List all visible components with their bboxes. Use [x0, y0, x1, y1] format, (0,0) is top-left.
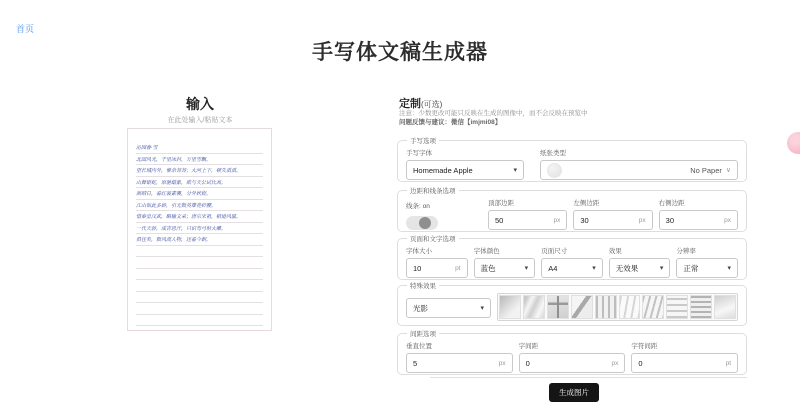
empty-rule-line [136, 280, 263, 292]
page-title: 手写体文稿生成器 [312, 41, 488, 64]
customize-optional-suffix: (可选) [421, 100, 443, 109]
select-arrow-icon: ▾ [513, 167, 517, 174]
paper-thumbnail-icon [547, 163, 562, 178]
char-spacing-label: 字符间距 [631, 343, 658, 350]
toggle-knob [419, 217, 431, 229]
note-line-2: 问题反馈与建议：微信【imjmi08】 [399, 118, 502, 126]
special-effect-select[interactable]: 光影 ▾ [406, 298, 491, 318]
word-spacing-input[interactable] [520, 359, 612, 368]
vertical-position-input[interactable] [407, 359, 499, 368]
vertical-position-field [406, 353, 513, 373]
window-frame-thumbnail[interactable] [547, 295, 569, 319]
right-margin-unit: px [724, 216, 731, 224]
paper-type-select[interactable]: No Paper ∨ [540, 160, 738, 180]
lines-toggle-label: 线条: on [406, 203, 430, 210]
window-shadow-thumbnail[interactable] [571, 295, 593, 319]
effect-thumbnail-strip [497, 293, 738, 321]
font-size-label: 字体大小 [406, 248, 432, 255]
light-beams-thumbnail[interactable] [523, 295, 545, 319]
paper-type-label: 纸张类型 [540, 150, 566, 157]
font-color-select[interactable]: 蓝色 ▾ [474, 258, 536, 278]
special-effects-fieldset [397, 281, 747, 326]
right-margin-input[interactable] [660, 216, 724, 225]
left-margin-input[interactable] [574, 216, 638, 225]
input-section-title: 输入 [186, 96, 214, 112]
left-margin-label: 左侧边距 [573, 200, 600, 207]
handwritten-text-line: 一代天骄，成吉思汗，只识弯弓射大雕。 [136, 223, 263, 235]
page-text-fieldset [397, 234, 747, 280]
paper-empty-rules [136, 246, 263, 332]
font-label: 手写字体 [406, 150, 432, 157]
customize-notes [399, 110, 729, 127]
top-margin-label: 顶部边距 [488, 200, 514, 207]
page-text-legend: 页面和文字选项 [410, 236, 456, 243]
handwritten-text-line: 须晴日，看红装素裹，分外妖娆。 [136, 188, 263, 200]
handwriting-options-fieldset [397, 136, 747, 182]
handwriting-font-select[interactable]: Homemade Apple ▾ [406, 160, 524, 180]
select-arrow-icon: ▾ [592, 265, 596, 272]
margins-lines-fieldset [397, 186, 747, 232]
right-margin-label: 右侧边距 [658, 200, 685, 207]
window-grid-light-thumbnail[interactable] [619, 295, 641, 319]
customize-section-title: 定制(可选) [399, 98, 443, 110]
empty-rule-line [136, 315, 263, 327]
resolution-label: 分辨率 [676, 248, 696, 255]
light-rays-thumbnail[interactable] [499, 295, 521, 319]
char-spacing-unit: pt [725, 359, 732, 367]
select-arrow-icon: ▾ [727, 265, 731, 272]
empty-rule-line [136, 303, 263, 315]
vertical-position-unit: px [498, 359, 506, 367]
spacing-options-fieldset [397, 329, 747, 375]
margins-lines-legend: 边距和线条选项 [410, 188, 456, 195]
window-grid-thumbnail[interactable] [595, 295, 617, 319]
input-hint-label: 在此处输入/粘贴文本 [167, 117, 233, 124]
handwritten-text-line: 山舞银蛇，原驰蜡象，欲与天公试比高。 [136, 177, 263, 189]
word-spacing-label: 字间距 [518, 343, 539, 350]
empty-rule-line [136, 326, 263, 331]
soft-light-thumbnail[interactable] [714, 295, 736, 319]
font-size-field [406, 258, 468, 278]
handwritten-text-line: 俱往矣，数风流人物，还看今朝。 [136, 234, 263, 246]
handwritten-text-line: 江山如此多娇，引无数英雄竞折腰。 [136, 200, 263, 212]
top-margin-field [488, 210, 567, 230]
handwritten-text-line: 惜秦皇汉武，略输文采；唐宗宋祖，稍逊风骚。 [136, 211, 263, 223]
char-spacing-field [631, 353, 738, 373]
handwritten-text-line: 沁园春·雪 [136, 142, 263, 154]
empty-rule-line [136, 246, 263, 258]
effect-label: 效果 [608, 248, 622, 255]
floating-feedback-button[interactable] [787, 132, 800, 154]
select-arrow-icon: ▾ [659, 265, 664, 272]
handwriting-options-legend: 手写选项 [410, 138, 436, 145]
word-spacing-unit: px [611, 359, 619, 367]
handwritten-text-line: 北国风光，千里冰封，万里雪飘。 [136, 154, 263, 166]
handwritten-text-line: 望长城内外，惟余莽莽；大河上下，顿失滔滔。 [136, 165, 263, 177]
resolution-select[interactable]: 正常 ▾ [676, 258, 738, 278]
empty-rule-line [136, 269, 263, 281]
special-effects-legend: 特殊效果 [410, 283, 436, 290]
page-size-label: 页面尺寸 [541, 248, 568, 255]
blinds-diagonal-thumbnail[interactable] [642, 295, 664, 319]
font-size-unit: pt [455, 264, 461, 272]
spacing-options-legend: 间距选项 [410, 331, 436, 338]
font-color-label: 字体颜色 [473, 248, 500, 255]
char-spacing-input[interactable] [632, 359, 725, 368]
top-margin-input[interactable] [489, 216, 553, 225]
chevron-down-icon: ∨ [725, 167, 731, 174]
left-margin-unit: px [638, 216, 646, 224]
effect-select[interactable]: 无效果 ▾ [609, 258, 671, 278]
font-size-input[interactable] [407, 264, 455, 273]
empty-rule-line [136, 257, 263, 269]
word-spacing-field [519, 353, 626, 373]
bottom-divider [430, 377, 747, 378]
text-input-paper-preview[interactable] [127, 128, 272, 331]
note-line-1: 注意：少数更改可能只反映在生成的图像中，而不会反映在预览中 [399, 110, 588, 117]
select-arrow-icon: ▾ [480, 305, 484, 312]
right-margin-field [659, 210, 738, 230]
vertical-position-label: 垂直位置 [406, 343, 432, 350]
home-link[interactable]: 首页 [16, 24, 35, 34]
blinds-dense-thumbnail[interactable] [690, 295, 712, 319]
lines-toggle[interactable] [406, 216, 438, 230]
top-margin-unit: px [553, 216, 561, 224]
select-arrow-icon: ▾ [524, 265, 529, 272]
paper-text-lines [136, 142, 263, 246]
empty-rule-line [136, 292, 263, 304]
blinds-horizontal-thumbnail[interactable] [666, 295, 688, 319]
left-margin-field [573, 210, 652, 230]
page-size-select[interactable]: A4 ▾ [541, 258, 603, 278]
generate-image-button[interactable]: 生成图片 [549, 383, 599, 402]
